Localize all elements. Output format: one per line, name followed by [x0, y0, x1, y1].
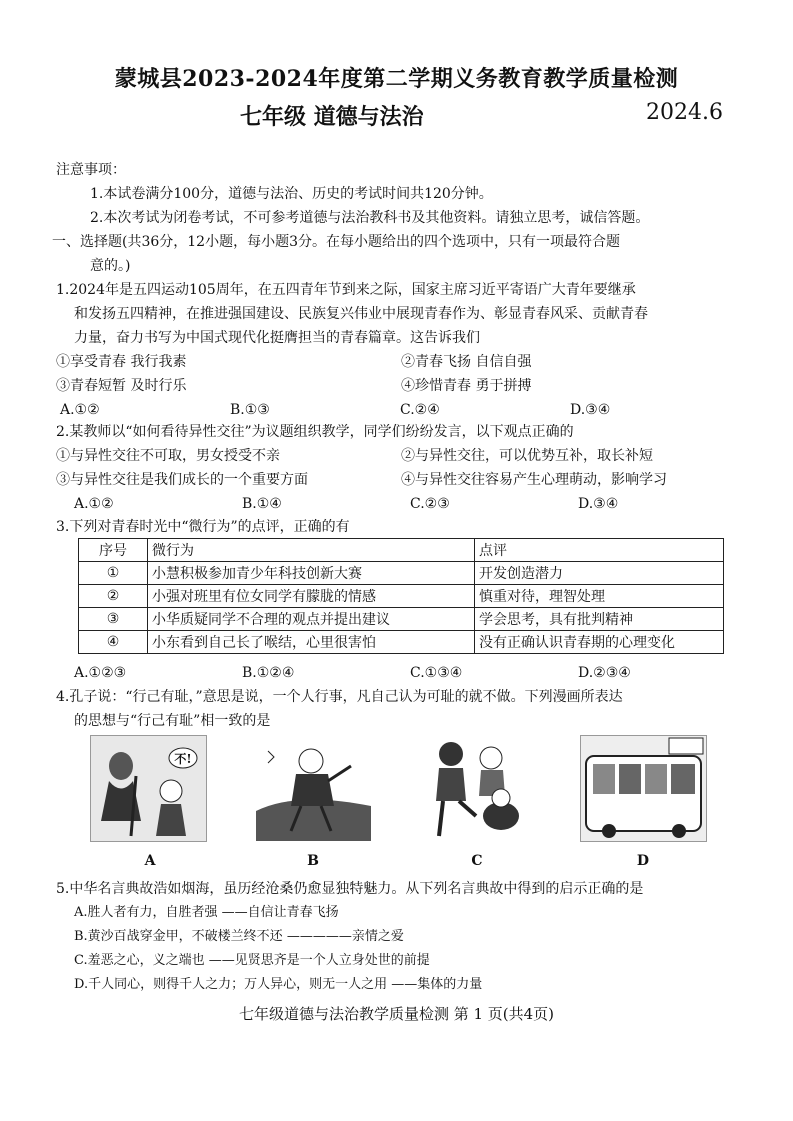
question-2 — [56, 420, 746, 516]
q5-option-a: A.胜人者有力，自胜者强 ——自信让青春飞扬 — [74, 905, 339, 920]
table-cell: 小强对班里有位女同学有朦胧的情感 — [148, 585, 475, 608]
q4-stem-line: 的思想与“行己有耻”相一致的是 — [74, 713, 271, 729]
q1-option-a: A.①② — [60, 402, 100, 418]
q2-statement: ④与异性交往容易产生心理萌动，影响学习 — [401, 472, 667, 488]
cartoon-label-a: A — [144, 853, 156, 869]
table-cell: 没有正确认识青春期的心理变化 — [475, 631, 724, 654]
q1-stem-line: 和发扬五四精神，在推进强国建设、民族复兴伟业中展现青春作为、彰显青春风采、贡献青春 — [74, 306, 648, 322]
note-item-1: 1.本试卷满分100分，道德与法治、历史的考试时间共120分钟。 — [90, 186, 493, 202]
table-cell: 学会思考，具有批判精神 — [475, 608, 724, 631]
q5-stem: 5.中华名言典故浩如烟海，虽历经沧桑仍愈显独特魅力。从下列名言典故中得到的启示正确的是 — [56, 881, 644, 897]
cartoon-label-b: B — [307, 853, 319, 869]
q4-stem-line: 4.孔子说：“行己有耻，”意思是说，一个人行事，凡自己认为可耻的就不做。下列漫画所表达 — [56, 689, 623, 705]
q1-statement: ②青春飞扬 自信自强 — [401, 354, 532, 370]
table-cell: 开发创造潜力 — [475, 562, 724, 585]
exam-title: 蒙城县2023-2024年度第二学期义务教育教学质量检测 — [114, 66, 679, 92]
q2-statement: ①与异性交往不可取，男女授受不亲 — [56, 448, 280, 464]
cartoon-label-d: D — [636, 853, 650, 869]
q2-stem-line: 2.某教师以“如何看待异性交往”为议题组织教学，同学们纷纷发言，以下观点正确的 — [56, 424, 574, 440]
table-cell: ③ — [79, 608, 148, 631]
q1-option-b: B.①③ — [230, 402, 270, 418]
note-item-2: 2.本次考试为闭卷考试，不可参考道德与法治教科书及其他资料。请独立思考，诚信答题。 — [90, 210, 650, 226]
table-cell: ① — [79, 562, 148, 585]
cartoon-c-drawing — [421, 736, 536, 841]
q1-option-c: C.②④ — [400, 402, 440, 418]
question-4 — [56, 685, 746, 733]
table-cell: 小华质疑同学不合理的观点并提出建议 — [148, 608, 475, 631]
q3-table — [78, 538, 724, 654]
q3-option-d: D.②③④ — [578, 665, 631, 681]
q2-option-a: A.①② — [74, 496, 114, 512]
notes-heading: 注意事项： — [56, 162, 126, 178]
q3-stem — [56, 515, 746, 539]
table-header: 序号 — [79, 539, 148, 562]
table-cell: 慎重对待，理智处理 — [475, 585, 724, 608]
q3-option-a: A.①②③ — [74, 665, 127, 681]
q2-option-c: C.②③ — [410, 496, 450, 512]
cartoon-a-drawing — [91, 736, 206, 841]
q2-option-b: B.①④ — [242, 496, 282, 512]
q1-stem-line: 力量，奋力书写为中国式现代化挺膺担当的青春篇章。这告诉我们 — [74, 330, 480, 346]
q1-statement: ④珍惜青春 勇于拼搏 — [401, 378, 532, 394]
cartoon-d — [580, 735, 707, 842]
table-cell: 小慧积极参加青少年科技创新大赛 — [148, 562, 475, 585]
q1-stem-line: 1.2024年是五四运动105周年，在五四青年节到来之际，国家主席习近平寄语广大青年要继承 — [56, 282, 636, 298]
q5-option-b: B.黄沙百战穿金甲，不破楼兰终不还 —————亲情之爱 — [74, 929, 404, 944]
cartoon-c — [420, 735, 537, 842]
page-footer: 七年级道德与法治教学质量检测 第 1 页(共4页) — [238, 1005, 555, 1023]
q3-stem-text: 3.下列对青春时光中“微行为”的点评，正确的有 — [56, 519, 350, 535]
q1-statement: ③青春短暂 及时行乐 — [56, 378, 187, 394]
q1-option-d: D.③④ — [570, 402, 611, 418]
table-row — [79, 631, 724, 654]
notes-section — [52, 158, 746, 278]
cartoon-label-c: C — [471, 853, 483, 869]
q2-option-d: D.③④ — [578, 496, 619, 512]
q3-option-b: B.①②④ — [242, 665, 295, 681]
q3-options — [56, 661, 746, 685]
question-1 — [56, 278, 746, 422]
q5-option-c: C.羞恶之心，义之端也 ——见贤思齐是一个人立身处世的前提 — [74, 953, 430, 968]
table-cell: ④ — [79, 631, 148, 654]
exam-date: 2024.6 — [646, 100, 723, 125]
table-cell: 小东看到自己长了喉结，心里很害怕 — [148, 631, 475, 654]
table-header: 微行为 — [148, 539, 475, 562]
table-cell: ② — [79, 585, 148, 608]
table-header-row — [79, 539, 724, 562]
q3-option-c: C.①③④ — [410, 665, 463, 681]
section1-heading-cont: 意的。) — [90, 258, 131, 274]
cartoon-b-drawing — [256, 736, 371, 841]
section1-heading: 一、选择题(共36分，12小题，每小题3分。在每小题给出的四个选项中，只有一项最符合题 — [52, 234, 620, 250]
q1-statement: ①享受青春 我行我素 — [56, 354, 187, 370]
cartoon-d-drawing — [581, 736, 706, 841]
table-row — [79, 585, 724, 608]
q2-statement: ②与异性交往，可以优势互补，取长补短 — [401, 448, 653, 464]
cartoon-a — [90, 735, 207, 842]
q4-cartoons — [90, 735, 710, 875]
table-row — [79, 608, 724, 631]
cartoon-b — [255, 735, 372, 842]
exam-subtitle: 七年级 道德与法治 — [240, 104, 424, 130]
question-5 — [56, 877, 746, 997]
cartoon-a-speech: 不! — [174, 752, 192, 766]
q2-statement: ③与异性交往是我们成长的一个重要方面 — [56, 472, 308, 488]
table-header: 点评 — [475, 539, 724, 562]
table-row — [79, 562, 724, 585]
q5-option-d: D.千人同心，则得千人之力；万人异心，则无一人之用 ——集体的力量 — [74, 977, 483, 992]
